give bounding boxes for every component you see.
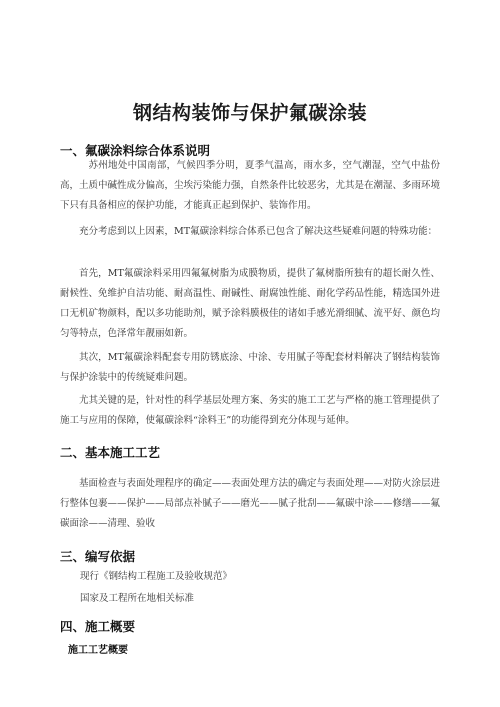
subsection-heading: 施工工艺概要: [68, 645, 128, 656]
paragraph-second: 其次，MT氟碳涂料配套专用防锈底涂、中涂、专用腻子等配套材料解决了钢结构装饰与保护涂装中的传统疑难问题。: [60, 352, 440, 383]
section-heading-2: 二、基本施工工艺: [60, 445, 161, 460]
section-heading-3: 三、编写依据: [60, 549, 136, 564]
paragraph-considerations: 充分考虑到以上因素，MT氟碳涂料综合体系已包含了解决这些疑难问题的特殊功能：: [79, 226, 438, 237]
section-heading-1: 一、氟碳涂料综合体系说明: [60, 143, 211, 158]
reference-item: 现行《钢结构工程施工及验收规范》: [80, 571, 233, 582]
section-heading-4: 四、施工概要: [60, 619, 136, 634]
paragraph-process: 基面检查与表面处理程序的确定——表面处理方法的确定与表面处理——对防火涂层进行整体包裹——保护——局部点补腻子——磨光——腻子批刮——氟碳中涂——修缮——氟碳面涂——清理、验收: [60, 478, 441, 529]
paragraph-first: 首先，MT氟碳涂料采用四氟氟树脂为成膜物质，提供了氟树脂所独有的超长耐久性、耐候性、免维护自洁功能、耐高温性、耐碱性、耐腐蚀性能、耐化学药品性能，精选国外进口无机矿物颜料，配以多功能助剂，赋予涂料膜极佳的诸如手感光滑细腻、流平好、颜色均匀等特点，色泽常年靓丽如新。: [60, 268, 441, 339]
document-title: 钢结构装饰与保护氟碳涂装: [132, 102, 367, 124]
paragraph-climate: 苏州地处中国南部，气候四季分明，夏季气温高，雨水多，空气潮湿，空气中盐份高，土质中碱性成分偏高，尘埃污染能力强，自然条件比较恶劣，尤其是在潮湿、多雨环境下只有具备相应的保护功能，才能真正起到保护、装饰作用。: [60, 160, 441, 211]
reference-item: 国家及工程所在地相关标准: [80, 593, 195, 604]
paragraph-key: 尤其关键的是，针对性的科学基层处理方案、务实的施工工艺与严格的施工管理提供了施工与应用的保障，使氟碳涂料“涂料王”的功能得到充分体现与延伸。: [60, 395, 441, 426]
